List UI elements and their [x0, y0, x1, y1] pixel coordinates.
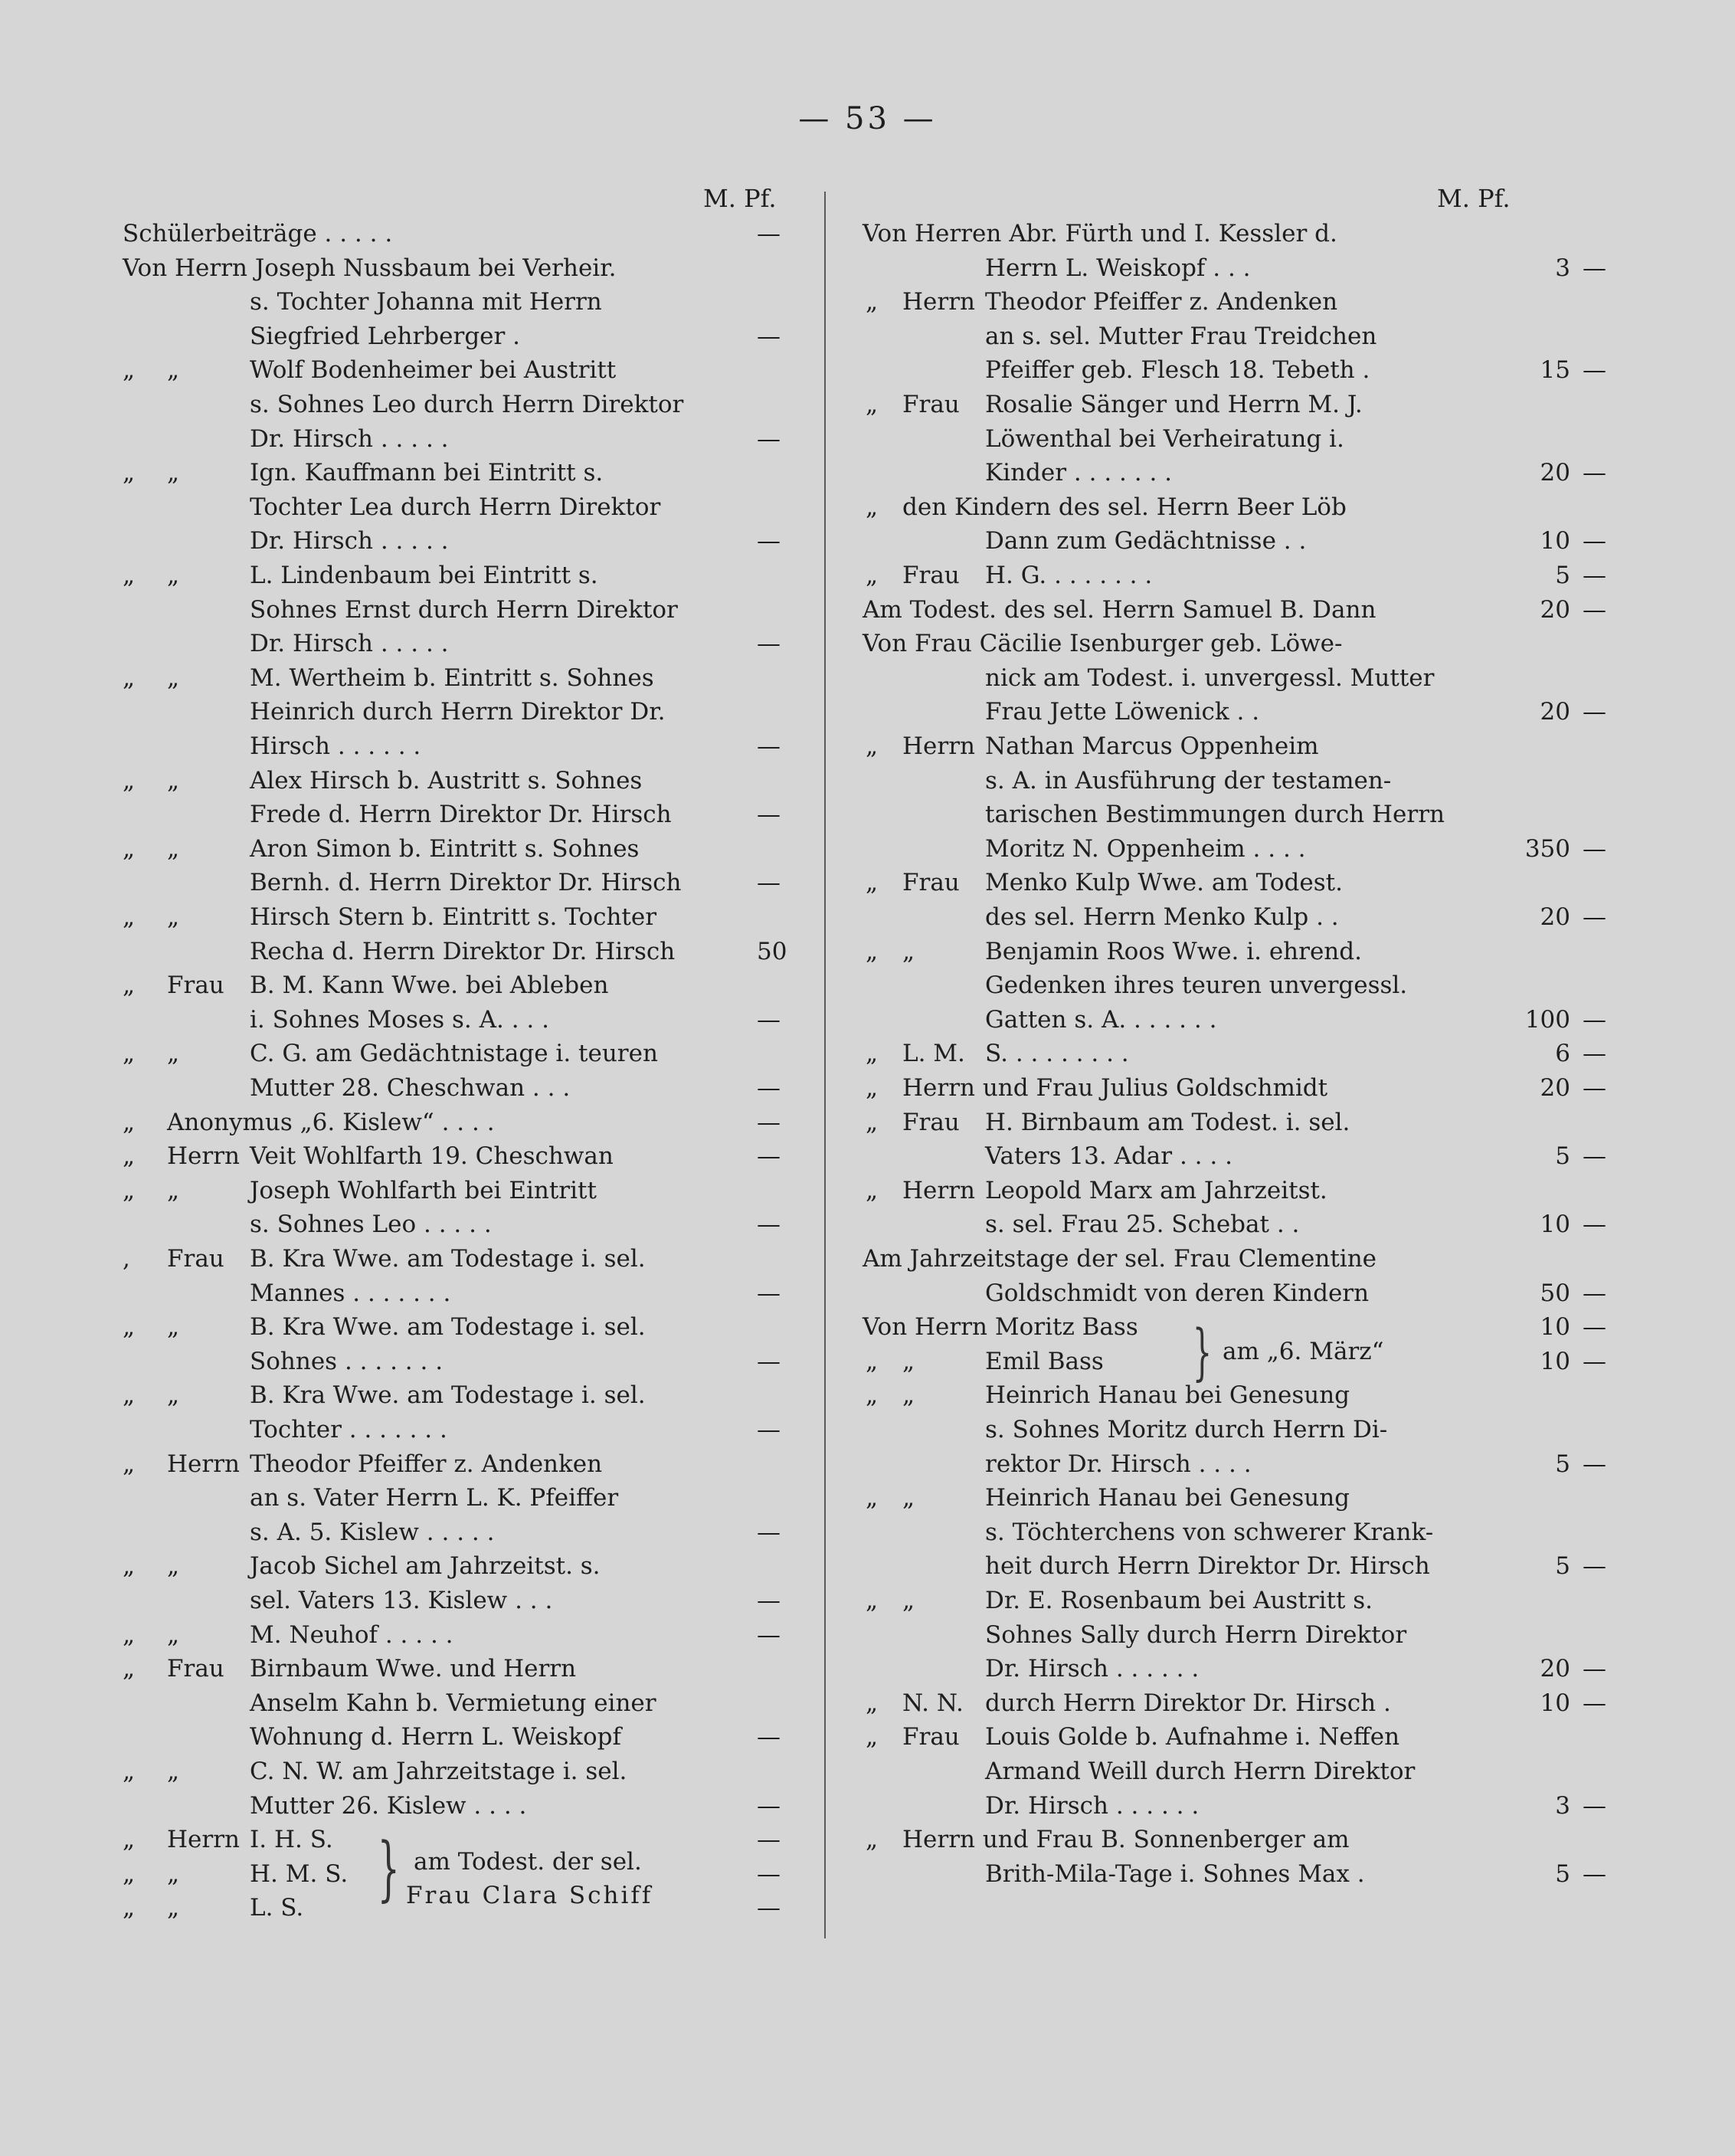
amount-mark: 10: [1540, 1313, 1570, 1342]
entry-text: H. G. . . . . . . .: [985, 562, 1153, 589]
entry-text: Löwenthal bei Verheiratung i.: [985, 424, 1344, 453]
ditto-mark: „: [123, 903, 136, 931]
amount-pfennig: —: [1583, 459, 1606, 487]
left-column-header: M. Pf.: [703, 184, 777, 213]
amount-pfennig: —: [757, 1723, 781, 1751]
amount-mark: 20: [1540, 903, 1570, 931]
amount-pfennig: —: [757, 1859, 781, 1888]
amount-pfennig: —: [1583, 595, 1606, 624]
title-field: „: [902, 937, 915, 965]
amount-pfennig: —: [757, 1211, 781, 1239]
amount-pfennig: —: [757, 1587, 781, 1614]
entry-text: Sohnes Sally durch Herrn Direktor: [985, 1620, 1407, 1649]
entry-text: Heinrich durch Herrn Direktor Dr.: [250, 698, 666, 726]
ditto-mark: „: [866, 1484, 879, 1512]
amount-pfennig: —: [757, 869, 781, 897]
entry-text: Heinrich Hanau bei Genesung: [985, 1381, 1350, 1410]
amount-pfennig: —: [1583, 1450, 1606, 1478]
entry-text: B. Kra Wwe. am Todestage i. sel.: [250, 1381, 646, 1410]
entry-text: des sel. Herrn Menko Kulp . .: [985, 903, 1339, 931]
title-field: Herrn: [167, 1142, 240, 1171]
ditto-mark: „: [123, 1620, 136, 1649]
entry-text: Rosalie Sänger und Herrn M. J.: [985, 391, 1363, 418]
entry-text: H. Birnbaum am Todest. i. sel.: [985, 1108, 1350, 1136]
amount-mark: 10: [1540, 1689, 1570, 1717]
title-field: „: [167, 1758, 180, 1785]
amount-pfennig: —: [1583, 1279, 1606, 1307]
entry-text: I. H. S.: [250, 1826, 333, 1854]
title-field: „: [902, 1347, 915, 1375]
entry-text: Goldschmidt von deren Kindern: [985, 1279, 1370, 1307]
ditto-mark: „: [123, 356, 136, 385]
ditto-mark: „: [866, 1689, 879, 1717]
title-field: Herrn: [167, 1450, 240, 1478]
amount-pfennig: —: [1583, 1552, 1606, 1581]
entry-text: durch Herrn Direktor Dr. Hirsch .: [985, 1689, 1391, 1717]
entry-text: Wolf Bodenheimer bei Austritt: [250, 356, 617, 385]
entry-text: Louis Golde b. Aufnahme i. Neffen: [985, 1723, 1400, 1751]
entry-text: S. . . . . . . . .: [985, 1040, 1129, 1068]
entry-text: Dr. Hirsch . . . . .: [250, 630, 449, 658]
entry-text: Am Todest. des sel. Herrn Samuel B. Dann: [863, 595, 1377, 624]
amount-mark: 100: [1524, 1005, 1570, 1034]
entry-text: an s. Vater Herrn L. K. Pfeiffer: [250, 1484, 619, 1512]
ditto-mark: „: [866, 1723, 879, 1751]
title-field: „: [167, 1313, 180, 1342]
left-brace-text-1: am Todest. der sel.: [414, 1848, 642, 1876]
entry-text: i. Sohnes Moses s. A. . . .: [250, 1005, 549, 1034]
ditto-mark: „: [123, 1142, 136, 1171]
amount-pfennig: —: [1583, 834, 1606, 863]
entry-text: an s. sel. Mutter Frau Treidchen: [985, 322, 1377, 350]
ditto-mark: „: [866, 391, 879, 418]
entry-text: Von Herren Abr. Fürth und I. Kessler d.: [863, 220, 1337, 247]
entry-text: Ign. Kauffmann bei Eintritt s.: [250, 459, 604, 487]
amount-pfennig: —: [1583, 356, 1606, 385]
ditto-mark: „: [866, 288, 879, 316]
amount-mark: 5: [1555, 1450, 1570, 1478]
title-field: Herrn und Frau B. Sonnenberger am: [902, 1826, 1350, 1854]
title-field: „: [167, 766, 180, 795]
title-field: Frau: [167, 1245, 224, 1273]
entry-text: s. sel. Frau 25. Schebat . .: [985, 1211, 1300, 1239]
entry-text: Herrn L. Weiskopf . . .: [985, 254, 1251, 282]
ditto-mark: „: [866, 1347, 879, 1375]
title-field: „: [167, 356, 180, 385]
entry-text: Brith-Mila-Tage i. Sohnes Max .: [985, 1859, 1365, 1888]
amount-pfennig: —: [757, 1620, 781, 1649]
amount-mark: 20: [1540, 459, 1570, 487]
amount-pfennig: —: [757, 1108, 781, 1136]
amount-pfennig: —: [1583, 1859, 1606, 1888]
amount-mark: 10: [1540, 1211, 1570, 1239]
amount-pfennig: —: [757, 220, 781, 247]
entry-text: Am Jahrzeitstage der sel. Frau Clementine: [863, 1245, 1377, 1273]
entry-text: Frede d. Herrn Direktor Dr. Hirsch: [250, 801, 672, 829]
amount-pfennig: —: [757, 801, 781, 829]
entry-text: Sohnes . . . . . . .: [250, 1347, 444, 1375]
ditto-mark: „: [123, 1826, 136, 1854]
title-field: L. M.: [902, 1040, 965, 1068]
ditto-mark: „: [123, 1450, 136, 1478]
title-field: Herrn: [167, 1826, 240, 1854]
title-field: „: [167, 664, 180, 692]
amount-mark: 15: [1540, 356, 1570, 385]
left-brace-icon: }: [377, 1827, 400, 1909]
ditto-mark: „: [123, 562, 136, 589]
title-field: Herrn: [902, 732, 975, 760]
entry-text: Schülerbeiträge . . . . .: [123, 220, 393, 247]
amount-pfennig: —: [1583, 698, 1606, 726]
amount-pfennig: —: [757, 322, 781, 350]
title-field: „: [167, 1381, 180, 1410]
amount-mark: 20: [1540, 698, 1570, 726]
amount-pfennig: —: [1583, 527, 1606, 555]
ditto-mark: „: [123, 1894, 136, 1922]
ditto-mark: „: [123, 1655, 136, 1683]
entry-text: Pfeiffer geb. Flesch 18. Tebeth .: [985, 356, 1370, 385]
title-field: Frau: [902, 869, 960, 897]
ditto-mark: „: [123, 1176, 136, 1204]
amount-pfennig: —: [1583, 1142, 1606, 1171]
entry-text: Vaters 13. Adar . . . .: [985, 1142, 1233, 1171]
entry-text: s. Tochter Johanna mit Herrn: [250, 288, 602, 316]
ditto-mark: „: [866, 493, 879, 521]
entry-text: Heinrich Hanau bei Genesung: [985, 1484, 1350, 1512]
entry-text: Dr. Hirsch . . . . . .: [985, 1791, 1200, 1820]
amount-pfennig: —: [757, 1518, 781, 1546]
title-field: Herrn: [902, 288, 975, 316]
page-number: — 53 —: [798, 101, 937, 136]
amount-mark: 3: [1555, 1791, 1570, 1820]
entry-text: s. Sohnes Moritz durch Herrn Di-: [985, 1416, 1388, 1443]
amount-pfennig: —: [1583, 1655, 1606, 1683]
entry-text: Von Herrn Joseph Nussbaum bei Verheir.: [123, 254, 617, 282]
entry-text: nick am Todest. i. unvergessl. Mutter: [985, 664, 1435, 692]
entry-text: rektor Dr. Hirsch . . . .: [985, 1450, 1252, 1478]
ditto-mark: „: [866, 1040, 879, 1068]
ditto-mark: „: [123, 664, 136, 692]
title-field: Herrn: [902, 1176, 975, 1204]
amount-pfennig: —: [1583, 1791, 1606, 1820]
amount-pfennig: —: [1583, 254, 1606, 282]
entry-text: s. Sohnes Leo durch Herrn Direktor: [250, 391, 684, 418]
entry-text: H. M. S.: [250, 1859, 349, 1888]
entry-text: Dr. Hirsch . . . . .: [250, 424, 449, 453]
title-field: „: [902, 1381, 915, 1410]
title-field: „: [167, 1894, 180, 1922]
ditto-mark: „: [866, 869, 879, 897]
ditto-mark: „: [866, 1826, 879, 1854]
ditto-mark: „: [123, 1040, 136, 1068]
entry-text: tarischen Bestimmungen durch Herrn: [985, 801, 1445, 829]
title-field: Anonymus „6. Kislew“ . . . .: [167, 1108, 495, 1136]
ditto-mark: „: [866, 562, 879, 589]
amount-pfennig: —: [757, 1826, 781, 1854]
entry-text: Frau Jette Löwenick . .: [985, 698, 1260, 726]
left-brace-text-2: Frau Clara Schiff: [406, 1882, 653, 1909]
title-field: Frau: [167, 1655, 224, 1683]
entry-text: M. Wertheim b. Eintritt s. Sohnes: [250, 664, 654, 692]
amount-mark: 3: [1555, 254, 1570, 282]
amount-pfennig: —: [1583, 1005, 1606, 1034]
amount-mark: 10: [1540, 1347, 1570, 1375]
ditto-mark: „: [866, 1381, 879, 1410]
amount-pfennig: —: [1583, 1689, 1606, 1717]
amount-pfennig: —: [1583, 1074, 1606, 1102]
entry-text: s. A. in Ausführung der testamen-: [985, 766, 1392, 795]
entry-text: Benjamin Roos Wwe. i. ehrend.: [985, 937, 1362, 965]
amount-pfennig: —: [757, 424, 781, 453]
amount-pfennig: —: [1583, 903, 1606, 931]
amount-pfennig: —: [1583, 1313, 1606, 1342]
ditto-mark: „: [866, 1176, 879, 1204]
amount-pfennig: —: [757, 1142, 781, 1171]
amount-mark: 5: [1555, 1142, 1570, 1171]
amount-mark: 5: [1555, 562, 1570, 589]
ditto-mark: „: [123, 766, 136, 795]
ditto-mark: „: [123, 1758, 136, 1785]
ditto-mark: „: [123, 1381, 136, 1410]
entry-text: C. N. W. am Jahrzeitstage i. sel.: [250, 1758, 627, 1785]
amount-mark: 20: [1540, 1074, 1570, 1102]
entry-text: Mutter 28. Cheschwan . . .: [250, 1074, 571, 1102]
entry-text: Recha d. Herrn Direktor Dr. Hirsch: [250, 937, 676, 965]
amount-mark: 5: [1555, 1552, 1570, 1581]
amount-pfennig: —: [1583, 562, 1606, 589]
entry-text: sel. Vaters 13. Kislew . . .: [250, 1587, 553, 1614]
column-divider: [824, 192, 826, 1938]
amount-pfennig: —: [757, 732, 781, 760]
entry-text: Siegfried Lehrberger .: [250, 322, 521, 350]
entry-text: Tochter . . . . . . .: [250, 1416, 447, 1443]
title-field: N. N.: [902, 1689, 964, 1717]
entry-text: Gedenken ihres teuren unvergessl.: [985, 972, 1408, 1000]
amount-pfennig: —: [757, 1279, 781, 1307]
entry-text: Wohnung d. Herrn L. Weiskopf: [250, 1723, 621, 1751]
ditto-mark: „: [123, 1552, 136, 1581]
title-field: Frau: [902, 562, 960, 589]
entry-text: Menko Kulp Wwe. am Todest.: [985, 869, 1343, 897]
title-field: Frau: [902, 1108, 960, 1136]
amount-pfennig: —: [757, 1005, 781, 1034]
entry-text: M. Neuhof . . . . .: [250, 1620, 453, 1649]
right-column-header: M. Pf.: [1437, 184, 1511, 213]
entry-text: Kinder . . . . . . .: [985, 459, 1173, 487]
ditto-mark: „: [123, 972, 136, 1000]
amount-mark: 20: [1540, 595, 1570, 624]
amount-pfennig: —: [1583, 1211, 1606, 1239]
amount-pfennig: —: [1583, 1347, 1606, 1375]
title-field: „: [167, 1552, 180, 1581]
amount-pfennig: —: [757, 1347, 781, 1375]
entry-text: heit durch Herrn Direktor Dr. Hirsch: [985, 1552, 1430, 1581]
amount-mark: 10: [1540, 527, 1570, 555]
title-field: „: [167, 1040, 180, 1068]
amount-pfennig: 50: [757, 937, 787, 965]
entry-text: s. Sohnes Leo . . . . .: [250, 1211, 492, 1239]
title-field: „: [167, 459, 180, 487]
title-field: den Kindern des sel. Herrn Beer Löb: [902, 493, 1347, 521]
entry-text: Nathan Marcus Oppenheim: [985, 732, 1319, 760]
ditto-mark: „: [123, 459, 136, 487]
entry-text: Birnbaum Wwe. und Herrn: [250, 1655, 577, 1683]
amount-pfennig: —: [757, 1074, 781, 1102]
entry-text: B. Kra Wwe. am Todestage i. sel.: [250, 1245, 646, 1273]
ditto-mark: „: [866, 1074, 879, 1102]
ditto-mark: ,: [123, 1245, 130, 1273]
entry-text: L. Lindenbaum bei Eintritt s.: [250, 562, 598, 589]
entry-text: B. Kra Wwe. am Todestage i. sel.: [250, 1313, 646, 1342]
amount-mark: 50: [1540, 1279, 1570, 1307]
amount-pfennig: —: [757, 1894, 781, 1922]
entry-text: Jacob Sichel am Jahrzeitst. s.: [250, 1552, 601, 1581]
amount-pfennig: —: [757, 1416, 781, 1443]
entry-text: Sohnes Ernst durch Herrn Direktor: [250, 595, 678, 624]
right-brace-icon: }: [1192, 1316, 1213, 1388]
right-brace-text: am „6. März“: [1223, 1338, 1384, 1365]
entry-text: Leopold Marx am Jahrzeitst.: [985, 1176, 1327, 1204]
ditto-mark: „: [866, 937, 879, 965]
title-field: „: [167, 834, 180, 863]
entry-text: Alex Hirsch b. Austritt s. Sohnes: [250, 766, 643, 795]
title-field: „: [167, 1176, 180, 1204]
entry-text: Veit Wohlfarth 19. Cheschwan: [250, 1142, 614, 1171]
ditto-mark: „: [866, 732, 879, 760]
title-field: „: [902, 1484, 915, 1512]
title-field: „: [167, 903, 180, 931]
entry-text: Armand Weill durch Herrn Direktor: [985, 1758, 1416, 1785]
amount-pfennig: —: [757, 527, 781, 555]
entry-text: Dr. E. Rosenbaum bei Austritt s.: [985, 1587, 1373, 1614]
ditto-mark: „: [866, 1587, 879, 1614]
amount-pfennig: —: [757, 630, 781, 658]
entry-text: Dann zum Gedächtnisse . .: [985, 527, 1307, 555]
title-field: Frau: [902, 1723, 960, 1751]
amount-mark: 350: [1524, 834, 1570, 863]
entry-text: Tochter Lea durch Herrn Direktor: [250, 493, 661, 521]
entry-text: Hirsch Stern b. Eintritt s. Tochter: [250, 903, 657, 931]
entry-text: Von Herrn Moritz Bass: [863, 1313, 1138, 1342]
title-field: „: [167, 1620, 180, 1649]
entry-text: s. Töchterchens von schwerer Krank-: [985, 1518, 1434, 1546]
entry-text: Anselm Kahn b. Vermietung einer: [250, 1689, 656, 1717]
title-field: Frau: [167, 972, 224, 1000]
entry-text: Bernh. d. Herrn Direktor Dr. Hirsch: [250, 869, 682, 897]
entry-text: Theodor Pfeiffer z. Andenken: [985, 288, 1338, 316]
entry-text: Joseph Wohlfarth bei Eintritt: [250, 1176, 597, 1204]
entry-text: Mannes . . . . . . .: [250, 1279, 451, 1307]
entry-text: L. S.: [250, 1894, 304, 1922]
ditto-mark: „: [123, 1313, 136, 1342]
ditto-mark: „: [866, 1108, 879, 1136]
ditto-mark: „: [123, 1859, 136, 1888]
entry-text: Mutter 26. Kislew . . . .: [250, 1791, 527, 1820]
amount-pfennig: —: [1583, 1040, 1606, 1068]
entry-text: Dr. Hirsch . . . . . .: [985, 1655, 1200, 1683]
amount-mark: 20: [1540, 1655, 1570, 1683]
amount-mark: 6: [1555, 1040, 1570, 1068]
entry-text: Aron Simon b. Eintritt s. Sohnes: [250, 834, 640, 863]
title-field: Herrn und Frau Julius Goldschmidt: [902, 1074, 1328, 1102]
entry-text: Emil Bass: [985, 1347, 1104, 1375]
entry-text: Hirsch . . . . . .: [250, 732, 421, 760]
entry-text: Gatten s. A. . . . . . .: [985, 1005, 1217, 1034]
entry-text: B. M. Kann Wwe. bei Ableben: [250, 972, 609, 1000]
amount-mark: 5: [1555, 1859, 1570, 1888]
title-field: Frau: [902, 391, 960, 418]
ditto-mark: „: [123, 834, 136, 863]
entry-text: C. G. am Gedächtnistage i. teuren: [250, 1040, 658, 1068]
title-field: „: [167, 562, 180, 589]
ditto-mark: „: [123, 1108, 136, 1136]
title-field: „: [167, 1859, 180, 1888]
entry-text: Theodor Pfeiffer z. Andenken: [250, 1450, 603, 1478]
entry-text: s. A. 5. Kislew . . . . .: [250, 1518, 495, 1546]
amount-pfennig: —: [757, 1791, 781, 1820]
entry-text: Dr. Hirsch . . . . .: [250, 527, 449, 555]
entry-text: Von Frau Cäcilie Isenburger geb. Löwe-: [863, 630, 1343, 658]
entry-text: Moritz N. Oppenheim . . . .: [985, 834, 1306, 863]
title-field: „: [902, 1587, 915, 1614]
